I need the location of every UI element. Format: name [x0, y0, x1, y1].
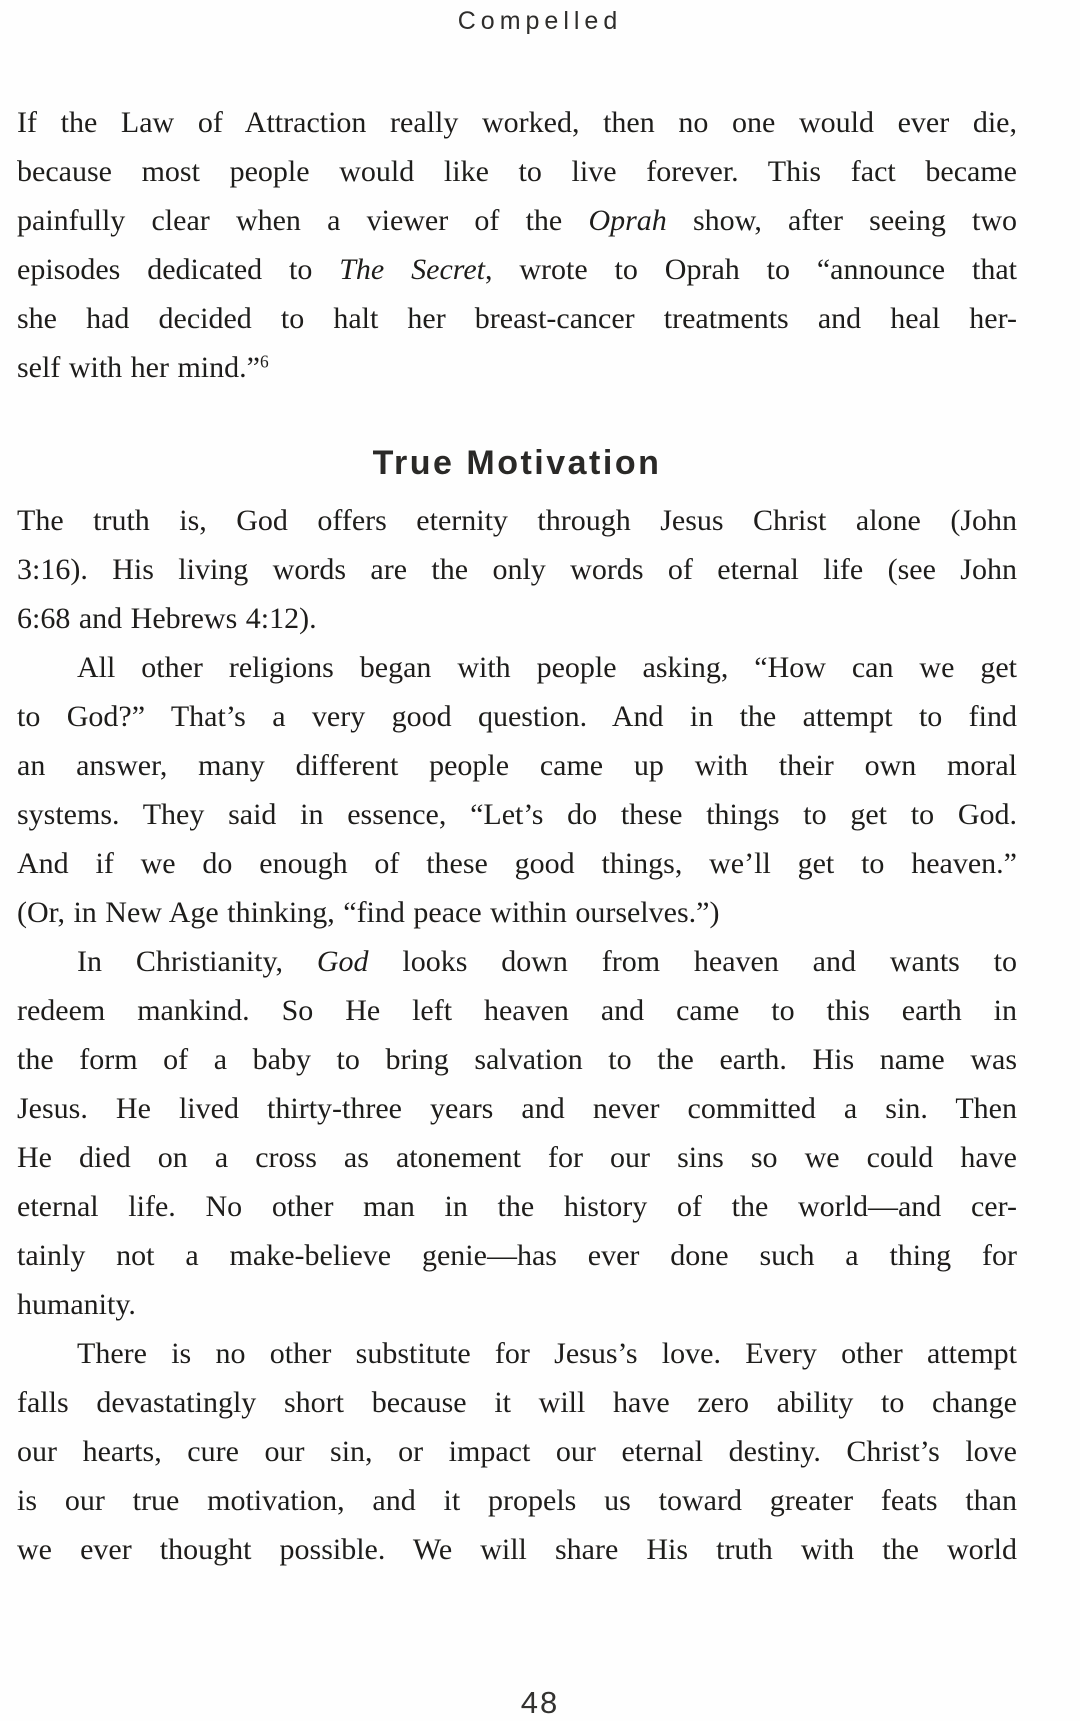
- paragraph: [17, 937, 1017, 1329]
- text-line: [17, 594, 1017, 643]
- text-run: painfully clear when a viewer of the: [17, 204, 589, 237]
- text-run: the form of a baby to bring salvation to the earth. His name was: [17, 1043, 1017, 1076]
- text-run: show, after seeing two: [666, 204, 1017, 237]
- text-run: self with her mind.”: [17, 351, 260, 384]
- text-run: There is no other substitute for Jesus’s love. Every other attempt: [77, 1337, 1017, 1370]
- text-line: [17, 692, 1017, 741]
- text-line: [17, 1525, 1017, 1574]
- text-run: Jesus. He lived thirty-three years and never committed a sin. Then: [17, 1092, 1017, 1125]
- text-line: [17, 1378, 1017, 1427]
- text-run: , wrote to Oprah to “announce that: [484, 253, 1017, 286]
- page-number: 48: [520, 1685, 560, 1720]
- text-run: is our true motivation, and it propels us toward greater feats than: [17, 1484, 1017, 1517]
- text-run: redeem mankind. So He left heaven and came to this earth in: [17, 994, 1017, 1027]
- text-line: [17, 1476, 1017, 1525]
- text-line: [17, 1084, 1017, 1133]
- text-run: eternal life. No other man in the history of the world—and cer-: [17, 1190, 1017, 1223]
- text-run: The Secret: [339, 253, 485, 286]
- footnote-reference: 6: [259, 351, 269, 372]
- text-line: [17, 496, 1017, 545]
- text-line: [17, 245, 1017, 294]
- text-line: [17, 196, 1017, 245]
- text-line: [17, 790, 1017, 839]
- text-run: we ever thought possible. We will share His truth with the world: [17, 1533, 1017, 1566]
- text-run: The truth is, God offers eternity through Jesus Christ alone (John: [17, 504, 1017, 537]
- paragraph: [17, 98, 1017, 392]
- text-run: to God?” That’s a very good question. And in the attempt to find: [17, 700, 1017, 733]
- text-run: because most people would like to live forever. This fact became: [17, 155, 1017, 188]
- text-run: she had decided to halt her breast-cancer treatments and heal her-: [17, 302, 1017, 335]
- text-line: [17, 343, 1017, 392]
- text-line: [17, 1182, 1017, 1231]
- text-run: In Christianity,: [77, 945, 317, 978]
- text-run: Oprah: [588, 204, 667, 237]
- text-run: 6:68 and Hebrews 4:12).: [17, 602, 317, 635]
- text-run: And if we do enough of these good things, we’ll get to heaven.”: [17, 847, 1017, 880]
- section-heading: True Motivation: [372, 444, 662, 482]
- text-run: an answer, many different people came up with their own moral: [17, 749, 1017, 782]
- text-run: looks down from heaven and wants to: [368, 945, 1017, 978]
- text-line: [17, 888, 1017, 937]
- text-line: [17, 147, 1017, 196]
- text-run: He died on a cross as atonement for our sins so we could have: [17, 1141, 1017, 1174]
- paragraph: [17, 643, 1017, 937]
- text-line: [17, 1427, 1017, 1476]
- text-line: [17, 1231, 1017, 1280]
- text-line: [17, 1329, 1017, 1378]
- text-run: All other religions began with people asking, “How can we get: [77, 651, 1017, 684]
- paragraph: [17, 1329, 1017, 1574]
- text-line: [17, 1133, 1017, 1182]
- running-header: Compelled: [457, 7, 623, 35]
- text-run: episodes dedicated to: [17, 253, 340, 286]
- text-run: tainly not a make-believe genie—has ever done such a thing for: [17, 1239, 1017, 1272]
- text-line: [17, 545, 1017, 594]
- text-line: [17, 1035, 1017, 1084]
- text-run: If the Law of Attraction really worked, then no one would ever die,: [17, 106, 1017, 139]
- paragraph: [17, 496, 1017, 643]
- text-line: [17, 1280, 1017, 1329]
- text-line: [17, 98, 1017, 147]
- page-body: [17, 98, 1017, 1574]
- text-line: [17, 741, 1017, 790]
- text-run: our hearts, cure our sin, or impact our eternal destiny. Christ’s love: [17, 1435, 1017, 1468]
- text-run: God: [316, 945, 369, 978]
- text-line: [17, 986, 1017, 1035]
- text-line: [17, 294, 1017, 343]
- text-run: 3:16). His living words are the only words of eternal life (see John: [17, 553, 1017, 586]
- text-line: [17, 643, 1017, 692]
- text-run: falls devastatingly short because it will have zero ability to change: [17, 1386, 1017, 1419]
- text-line: [17, 839, 1017, 888]
- text-line: [17, 937, 1017, 986]
- text-run: humanity.: [17, 1288, 136, 1321]
- text-run: systems. They said in essence, “Let’s do these things to get to God.: [17, 798, 1017, 831]
- text-run: (Or, in New Age thinking, “find peace within ourselves.”): [17, 896, 720, 929]
